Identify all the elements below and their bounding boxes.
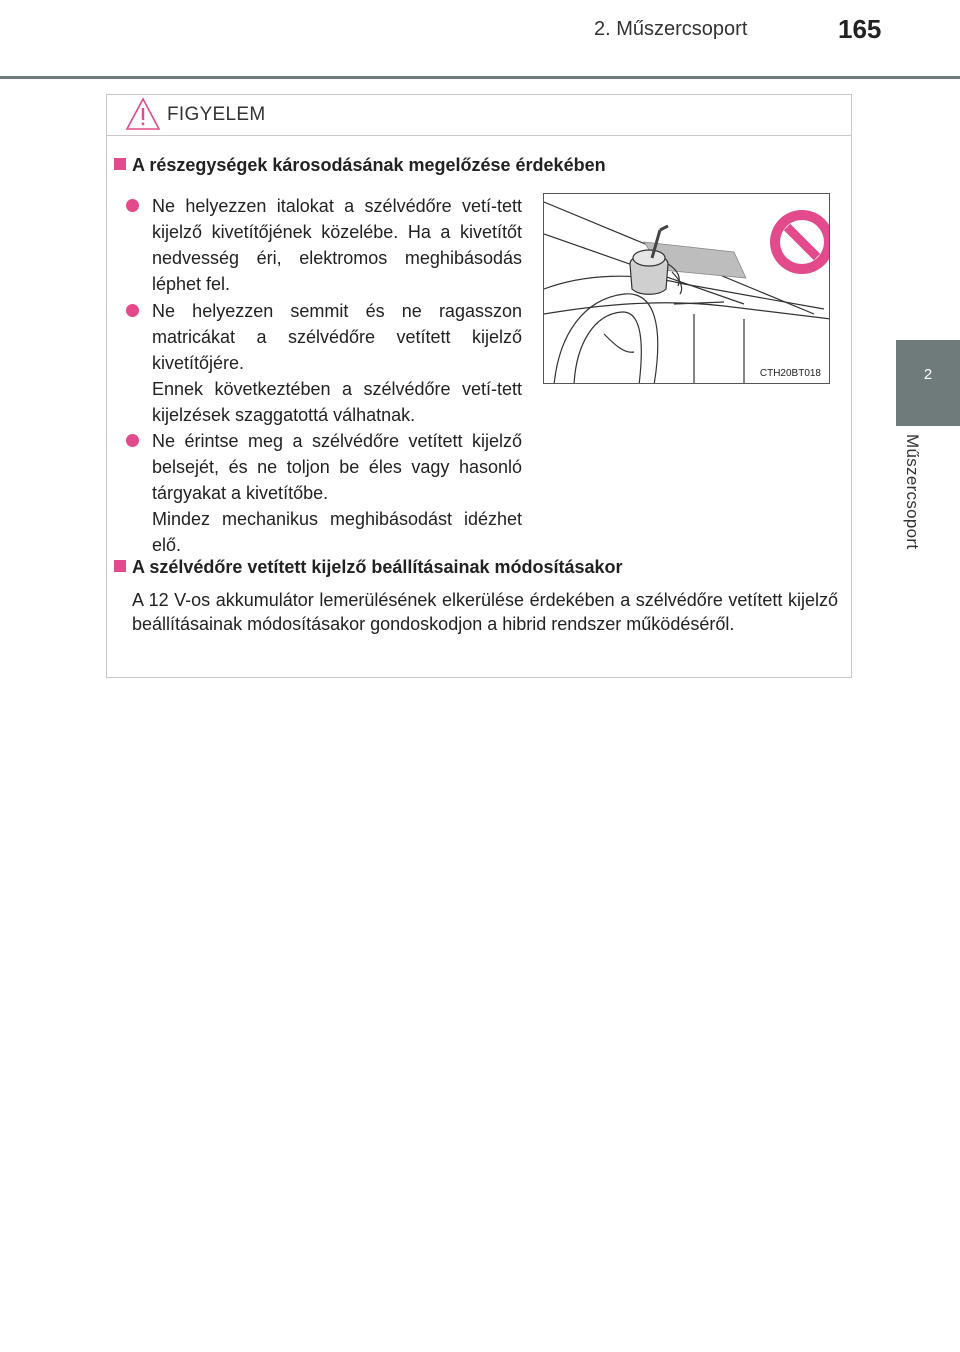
circle-bullet-icon: [126, 304, 139, 317]
header-section-title: 2. Műszercsoport: [594, 18, 748, 40]
warning-triangle-icon: [125, 97, 161, 131]
circle-bullet-icon: [126, 199, 139, 212]
list-item: [126, 428, 522, 558]
chapter-tab-label: Műszercsoport: [903, 434, 922, 550]
circle-bullet-icon: [126, 434, 139, 447]
dashboard-illustration: [544, 194, 830, 384]
chapter-tab[interactable]: [896, 340, 960, 424]
list-item-text: Ne helyezzen semmit és ne ragasszon matricákat a szélvédőre vetített kijelző kivetítőjére.: [152, 301, 522, 373]
settings-paragraph: A 12 V-os akkumulátor lemerülésének elkerülése érdekében a szélvédőre vetített kijelző beállításainak módosításakor gondoskodjon a hibrid rendszer működéséről.: [132, 590, 838, 634]
list-item-text: Ennek következtében a szélvédőre vetí-tett kijelzések szaggatottá válhatnak.: [152, 379, 522, 425]
list-item-text: Ne helyezzen italokat a szélvédőre vetí-tett kijelző kivetítőjének közelébe. Ha a kivetítőt nedvesség éri, elektromos meghibásodás léphet fel.: [152, 196, 522, 294]
prohibition-icon: [770, 210, 830, 274]
section-heading-settings-text: A szélvédőre vetített kijelző beállításainak módosításakor: [132, 557, 623, 577]
list-item: [126, 193, 522, 297]
section-heading-damage: [114, 155, 606, 176]
square-bullet-icon: [114, 158, 126, 170]
list-item: [126, 298, 522, 428]
illustration-code: CTH20BT018: [759, 368, 821, 379]
list-item-text: Mindez mechanikus meghibásodást idézhet elő.: [152, 509, 522, 555]
warning-title: FIGYELEM: [167, 104, 266, 125]
header-divider: [0, 76, 960, 79]
square-bullet-icon: [114, 560, 126, 572]
page-number: 165: [838, 14, 882, 44]
section-heading-damage-text: A részegységek károsodásának megelőzése érdekében: [132, 155, 606, 175]
list-item-text: Ne érintse meg a szélvédőre vetített kijelző belsejét, és ne toljon be éles vagy hasonló tárgyakat a kivetítőbe.: [152, 431, 522, 503]
chapter-tab-number: 2: [923, 366, 933, 383]
chapter-tab-divider: [896, 424, 960, 426]
warning-header: [107, 95, 851, 136]
section-heading-settings: [114, 557, 623, 578]
illustration-drink-near-projector: [543, 193, 830, 384]
